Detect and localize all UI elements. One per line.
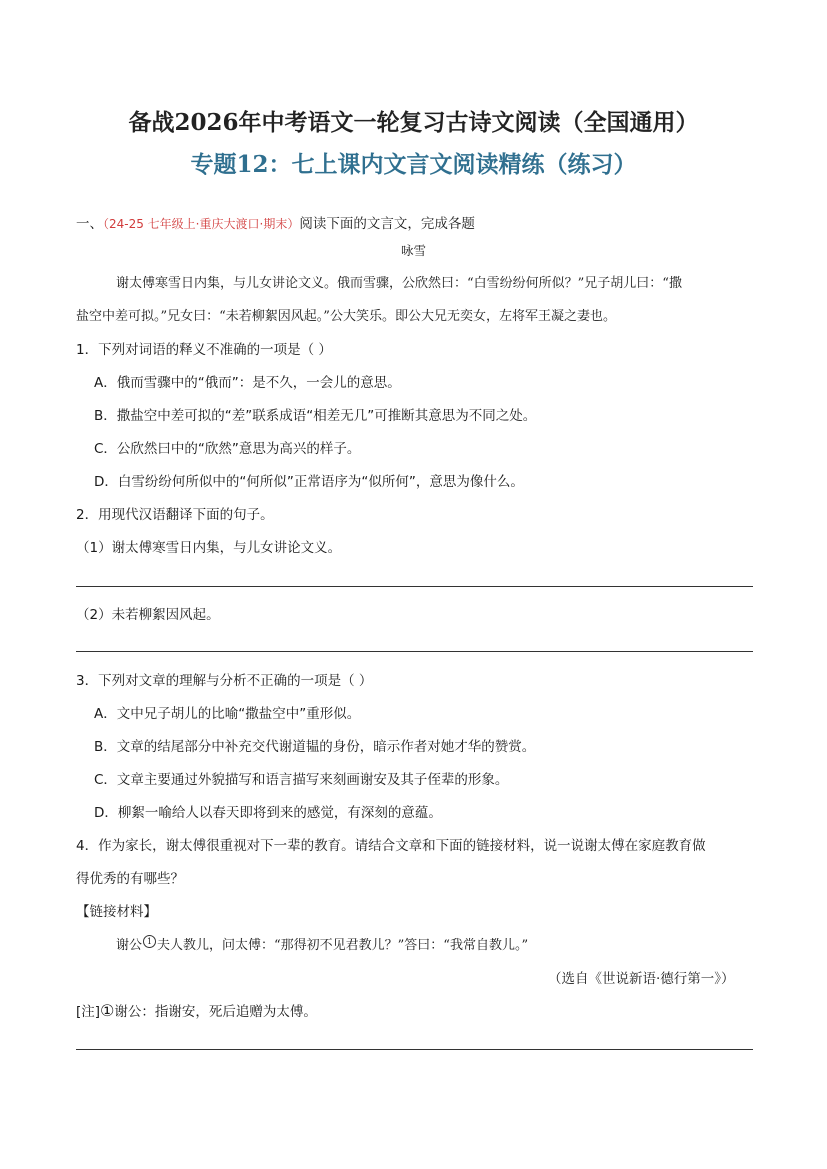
question-1-option-a: A．俄而雪骤中的“俄而”：是不久，一会儿的意思。 <box>94 375 401 391</box>
link-text-before: 谢公 <box>116 938 143 953</box>
page-subtitle: 专题12：七上课内文言文阅读精练（练习） <box>190 151 637 178</box>
question-1-option-d: D．白雪纷纷何所似中的“何所似”正常语序为“似所何”，意思为像什么。 <box>94 474 524 490</box>
question-2-stem: 2．用现代汉语翻译下面的句子。 <box>76 507 274 523</box>
question-3-option-d: D．柳絮一喻给人以春天即将到来的感觉，有深刻的意蕴。 <box>94 805 442 821</box>
answer-line-2-1[interactable] <box>76 586 753 587</box>
question-2-sub-1: （1）谢太傅寒雪日内集，与儿女讲论文义。 <box>76 540 342 556</box>
passage-line-1: 谢太傅寒雪日内集，与儿女讲论文义。俄而雪骤，公欣然曰：“白雪纷纷何所似？”兄子胡儿曰：“撒 <box>116 276 682 291</box>
footnote-number: ① <box>100 1001 115 1020</box>
link-material-heading: 【链接材料】 <box>76 904 157 920</box>
link-material-text <box>116 934 528 953</box>
page-title: 备战2026年中考语文一轮复习古诗文阅读（全国通用） <box>128 109 699 136</box>
question-3-option-a: A．文中兄子胡儿的比喻“撒盐空中”重形似。 <box>94 706 361 722</box>
footnote-text: 谢公：指谢安，死后追赠为太傅。 <box>114 1004 317 1020</box>
question-3-option-b: B．文章的结尾部分中补充交代谢道韫的身份，暗示作者对她才华的赞赏。 <box>94 739 536 755</box>
answer-line-4[interactable] <box>76 1049 753 1050</box>
passage-line-2: 盐空中差可拟。”兄女曰：“未若柳絮因风起。”公大笑乐。即公大兄无奕女，左将军王凝之妻也。 <box>76 309 616 324</box>
question-1-option-c: C．公欣然曰中的“欣然”意思为高兴的样子。 <box>94 441 361 457</box>
question-4-stem-line-1: 4．作为家长，谢太傅很重视对下一辈的教育。请结合文章和下面的链接材料，说一说谢太傅在家庭教育做 <box>76 838 706 854</box>
question-1-option-b: B．撒盐空中差可拟的“差”联系成语“相差无几”可推断其意思为不同之处。 <box>94 408 537 424</box>
section-1-heading <box>76 212 475 232</box>
footnote <box>76 1000 317 1020</box>
section-instruction: 阅读下面的文言文，完成各题 <box>299 216 475 232</box>
question-3-stem: 3．下列对文章的理解与分析不正确的一项是（ ） <box>76 673 373 689</box>
passage-title: 咏雪 <box>400 243 426 258</box>
link-text-after: 夫人教儿，问太傅：“那得初不见君教儿？”答曰：“我常自教儿。” <box>157 938 529 953</box>
question-source: （24-25 七年级上·重庆大渡口·期末） <box>103 217 300 231</box>
footnote-prefix: [注] <box>76 1004 101 1020</box>
question-3-option-c: C．文章主要通过外貌描写和语言描写来刻画谢安及其子侄辈的形象。 <box>94 772 509 788</box>
question-4-stem-line-2: 得优秀的有哪些？ <box>76 871 184 887</box>
link-material-source: （选自《世说新语·德行第一》） <box>548 971 735 987</box>
answer-line-2-2[interactable] <box>76 651 753 652</box>
section-number: 一、 <box>76 216 103 232</box>
footnote-marker: 1 <box>143 935 156 948</box>
question-1-stem: 1．下列对词语的释义不准确的一项是（ ） <box>76 342 332 358</box>
question-2-sub-2: （2）未若柳絮因风起。 <box>76 607 220 623</box>
